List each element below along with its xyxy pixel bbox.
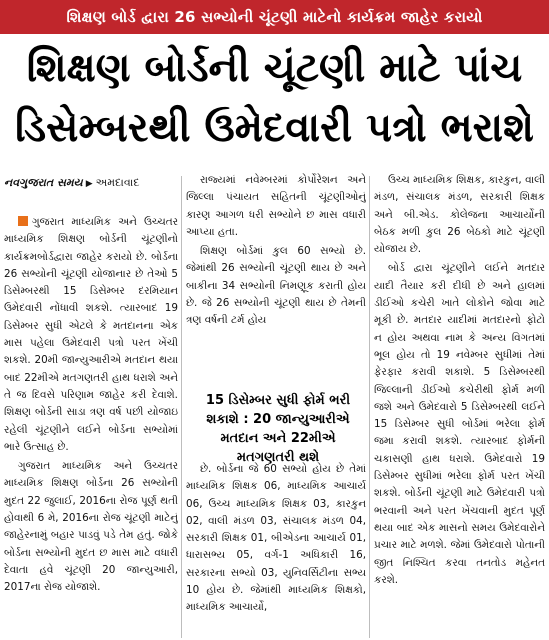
article-column-2 bbox=[186, 172, 366, 392]
column-divider bbox=[369, 176, 370, 638]
paragraph: બોર્ડ દ્વારા ચૂંટણીને લઈને મતદાર યાદી તૈયાર કરી દીધી છે અને હાલમાં ડીઈઓ કચેરી ખાતે લોકોને જોવા માટે મૂકી છે. મતદાર યાદીમાં મતદારનો ફોટો ન હોય અથવા નામ કે અન્ય વિગતમાં ભૂલ હોય તો 19 નવેમ્બર સુધીમાં તેમાં ફેરફાર કરાવી શકાશે. 5 ડિસેમ્બરથી જિલ્લાની ડીઈઓ કચેરીથી ફોર્મ મળી જશે અને ઉમેદવારો 5 ડિસેમ્બરથી લઈને 15 ડિસેમ્બર સુધી બોર્ડમાં ભરેલા ફોર્મ જમા કરાવી શકશે. ત્યારબાદ ફોર્મની ચકાસણી હાથ ધરાશે. ઉમેદવારો 19 ડિસેમ્બર સુધીમાં ભરેલા ફોર્મ પરત ખેંચી શકશે. બોર્ડની ચૂંટણી માટે ઉમેદવારી પત્રો ભરવાની અને પરત ખેંચવાની મુદત પૂર્ણ થયા બાદ એક માસનો સમય ઉમેદવારોને પ્રચાર માટે મળશે. જેમાં ઉમેદવારો પોતાની જીત નિશ્ચિત કરવા તનતોડ મહેનત કરશે. bbox=[374, 262, 545, 586]
byline-place: અમદાવાદ bbox=[95, 176, 140, 189]
kicker-banner: શિક્ષણ બોર્ડ દ્વારા 26 સભ્યોની ચૂંટણી માટેનો કાર્યક્રમ જાહેર કરાયો bbox=[0, 0, 549, 34]
headline bbox=[0, 38, 549, 158]
headline-line-2: ડિસેમ્બરથી ઉમેદવારી પત્રો ભરાશે bbox=[15, 105, 534, 151]
paragraph bbox=[4, 214, 178, 456]
paragraph: ગુજરાત માધ્યમિક અને ઉચ્ચતર માધ્યમિક શિક્ષણ બોર્ડના 26 સભ્યોની મુદત 22 જુલાઈ, 2016ના રોજ પૂર્ણ થતી હોવાથી 6 મે, 2016ના રોજ ચૂંટણી માટેનું જાહેરનામું બહાર પાડવું પડે તેમ હતું. જોકે બોર્ડના સભ્યોની મુદત છ માસ માટે વધારી દેવાતા હવે ચૂંટણી 20 જાન્યુઆરી, 2017ના રોજ યોજાશે. bbox=[4, 460, 178, 594]
byline bbox=[4, 176, 140, 191]
paragraph: છે. બોર્ડના જે 60 સભ્યો હોય છે તેમાં માધ્યમિક શિક્ષક 06, માધ્યમિક આચાર્ય 06, ઉચ્ચ માધ્યમિક શિક્ષક 03, કારકુન 02, વાલી મંડળ 03, સંચાલક મંડળ 04, સરકારી શિક્ષક 01, બીએડના આચાર્ય 01, ધારાસભ્ય 05, વર્ગ-1 અધિકારી 16, સરકારના સભ્યો 03, યુનિવર્સિટીના સભ્ય 10 હોય છે. જેમાંથી માધ્યમિક શિક્ષકો, માધ્યમિક આચાર્યો, bbox=[186, 463, 366, 614]
article-column-2-continued bbox=[186, 461, 366, 639]
headline-line-1: શિક્ષણ બોર્ડની ચૂંટણી માટે પાંચ bbox=[26, 45, 523, 91]
paragraph: શિક્ષણ બોર્ડમાં કુલ 60 સભ્યો છે. જેમાંથી 26 સભ્યોની ચૂંટણી થાય છે અને બાકીના 34 સભ્યોની નિમણૂક કરાતી હોય છે. જે 26 સભ્યોની ચૂંટણી થાય છે તેમની ત્રણ વર્ષની ટર્મ હોય bbox=[186, 245, 366, 327]
paragraph-text: ગુજરાત માધ્યમિક અને ઉચ્ચતર માધ્યમિક શિક્ષણ બોર્ડની ચૂંટણીનો કાર્યક્રમબોર્ડદ્વારા જાહેર કરાયો છે. બોર્ડના 26 સભ્યોની ચૂંટણી યોજાનાર છે તેઓ 5 ડિસેમ્બરથી 15 ડિસેમ્બર દરમિયાન ઉમેદવારી નોંધાવી શકશે. ત્યારબાદ 19 ડિસેમ્બર સુધી એટલે કે મતદાનના એક માસ પહેલા ઉમેદવારી પત્રો પરત ખેંચી શકશે. 20મી જાન્યુઆરીએ મતદાન થયા બાદ 22મીએ મતગણતરી હાથ ધરાશે અને તે જ દિવસે પરિણામ જાહેર કરી દેવાશે. શિક્ષણ બોર્ડની સાડા ત્રણ વર્ષ પછી યોજાઇ રહેલી ચૂંટણીને લઈને બોર્ડના સભ્યોમાં ભારે ઉત્સાહ છે. bbox=[4, 216, 178, 453]
paragraph: ઉચ્ચ માધ્યમિક શિક્ષક, કારકુન, વાલી મંડળ, સંચાલક મંડળ, સરકારી શિક્ષક અને બી.એડ. કોલેજના આચાર્યોની બેઠક મળી કુલ 26 બેઠકો માટે ચૂંટણી યોજાય છે. bbox=[374, 174, 545, 256]
paragraph: રાજ્યમાં નવેમ્બરમાં કોર્પોરેશન અને જિલ્લા પંચાયત સહિતની ચૂંટણીઓનું કારણ આગળ ધરી સભ્યોને છ માસ વધારી આપ્યા હતા. bbox=[186, 174, 366, 238]
byline-source: નવગુજરાત સમય bbox=[4, 176, 83, 189]
arrow-icon: ▶ bbox=[85, 179, 93, 189]
pull-quote: 15 ડિસેમ્બર સુધી ફોર્મ ભરી શકાશે : 20 જાન્યુઆરીએ મતદાન અને 22મીએ મતગણતરી થશે bbox=[205, 393, 351, 465]
column-divider bbox=[181, 176, 182, 638]
bullet-icon bbox=[18, 216, 28, 226]
article-column-3 bbox=[374, 172, 545, 638]
article-column-1 bbox=[4, 214, 178, 638]
